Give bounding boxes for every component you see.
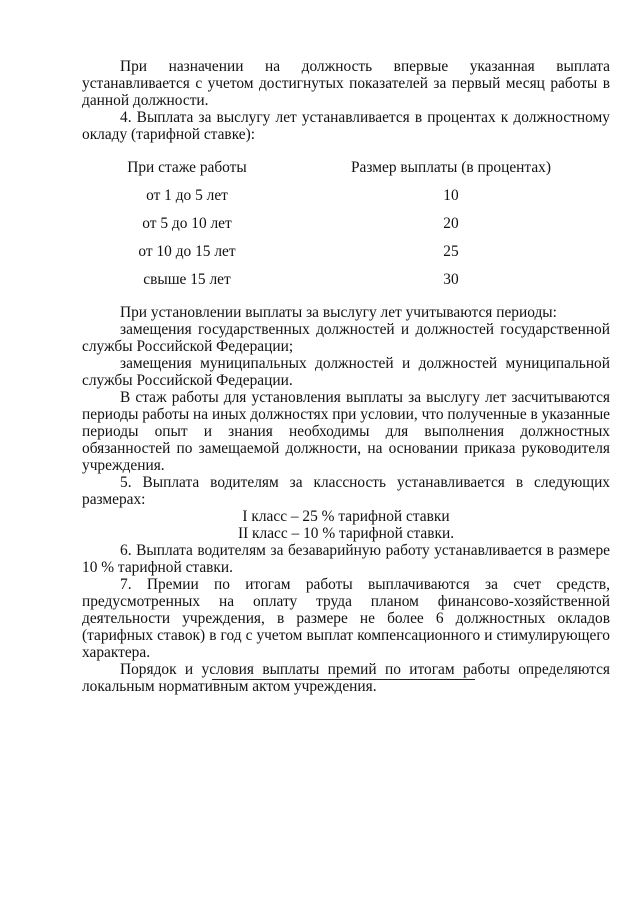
table-cell-percent: 10 (443, 187, 459, 204)
class-2-rate: II класс – 10 % тарифной ставки. (237, 525, 455, 542)
table-cell-experience: свыше 15 лет (143, 271, 231, 288)
service-length-table (82, 158, 610, 294)
document-page (82, 58, 610, 695)
paragraph-periods-intro: При установлении выплаты за выслугу лет учитываются периоды: (120, 304, 557, 321)
end-divider-line (212, 679, 475, 680)
paragraph-first-appointment: При назначении на должность впервые указанная выплата устанавливается с учетом достигнутых показателей за первый месяц работы в данной должности. (82, 58, 610, 109)
paragraph-bonus-procedure: Порядок и условия выплаты премий по итогам работы определяются локальным нормативным актом учреждения. (82, 661, 610, 695)
table-header-experience: При стаже работы (127, 159, 247, 176)
table-cell-percent: 30 (443, 271, 459, 288)
paragraph-municipal-service: замещения муниципальных должностей и должностей муниципальной службы Российской Федерации. (82, 355, 610, 389)
paragraph-state-service: замещения государственных должностей и должностей государственной службы Российской Федерации; (82, 321, 610, 355)
table-row (82, 266, 610, 294)
table-header-payment-size: Размер выплаты (в процентах) (351, 159, 551, 176)
table-cell-percent: 25 (443, 243, 459, 260)
table-cell-experience: от 1 до 5 лет (146, 187, 228, 204)
paragraph-item-5: 5. Выплата водителям за классность устанавливается в следующих размерах: (82, 474, 610, 508)
paragraph-other-positions: В стаж работы для установления выплаты за выслугу лет засчитываются периоды работы на иных должностях при условии, что полученные в указанные периоды опыт и знания необходимы для выполнения должностных обязанностей по замещаемой должности, на основании приказа руководителя учреждения. (82, 389, 610, 474)
table-row (82, 182, 610, 210)
table-row (82, 210, 610, 238)
paragraph-item-4: 4. Выплата за выслугу лет устанавливается в процентах к должностному окладу (тарифной ставке): (82, 109, 610, 143)
table-cell-experience: от 10 до 15 лет (138, 243, 236, 260)
table-header-row (82, 158, 610, 182)
class-1-rate: I класс – 25 % тарифной ставки (242, 508, 450, 525)
table-cell-percent: 20 (443, 215, 459, 232)
paragraph-item-6: 6. Выплата водителям за безаварийную работу устанавливается в размере 10 % тарифной ставки. (82, 542, 610, 576)
table-cell-experience: от 5 до 10 лет (142, 215, 232, 232)
paragraph-item-7: 7. Премии по итогам работы выплачиваются за счет средств, предусмотренных на оплату труда планом финансово-хозяйственной деятельности учреждения, в размере не более 6 должностных окладов (тарифных ставок) в год с учетом выплат компенсационного и стимулирующего характера. (82, 576, 610, 661)
table-row (82, 238, 610, 266)
